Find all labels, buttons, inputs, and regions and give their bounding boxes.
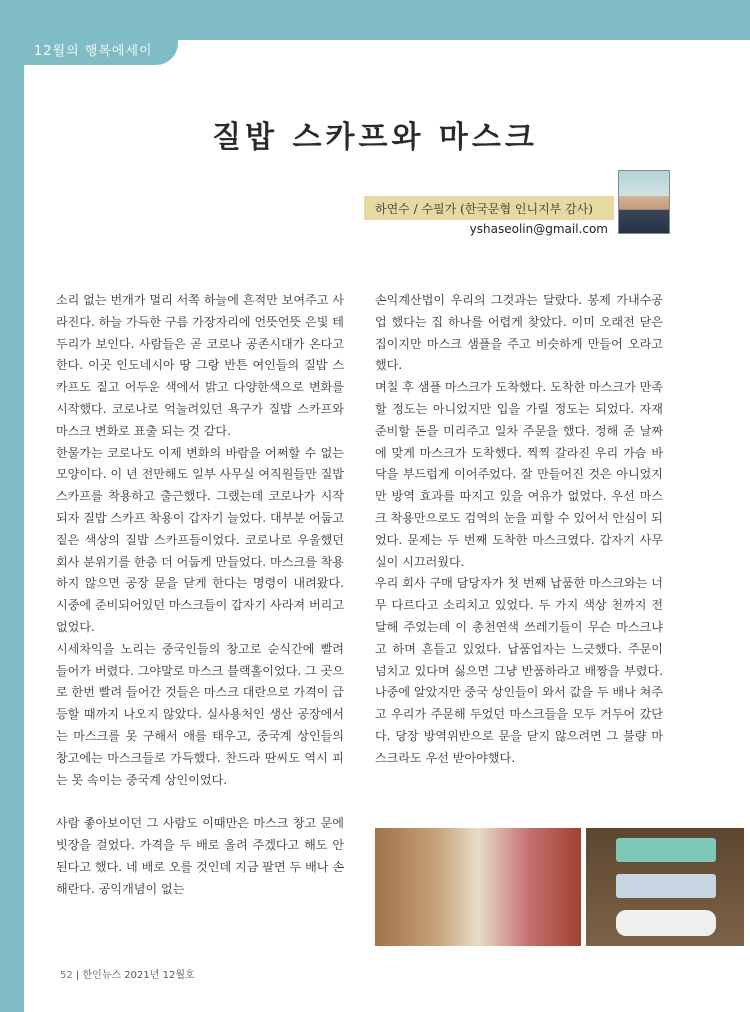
top-band bbox=[0, 0, 750, 40]
left-column bbox=[56, 290, 344, 901]
paragraph: 한물가는 코로나도 이제 변화의 바람을 어쩌할 수 없는 모양이다. 이 년 전만해도 일부 사무실 여직원들만 질밥 스카프를 착용하고 출근했다. 그랬는데 코로나가 시작되자 질밥 스카프 착용이 갑자기 늘었다. 대부분 어둡고 짙은 색상의 질밥 스카프들이었다. 코로나로 우울했던 회사 분위기를 한층 더 어둡게 만들었다. 마스크를 착용하지 않으면 공장 문을 닫게 한다는 명령이 내려왔다. 시중에 준비되어있던 마스크들이 갑자기 사라져 버리고 없었다. bbox=[56, 445, 344, 634]
photo-masks bbox=[586, 828, 744, 946]
paragraph: 소리 없는 번개가 멀리 서쪽 하늘에 흔적만 보여주고 사라진다. 하늘 가득한 구름 가장자리에 언뜻언뜻 은빛 테두리가 보인다. 사람들은 곧 코로나 공존시대가 온다고 한다. 이곳 인도네시아 땅 그랑 반튼 여인들의 질밥 스카프도 짙고 어두운 색에서 밝고 다양한색으로 변화를 시작했다. 코로나로 억눌려있던 욕구가 질밥 스카프와 마스크 변화로 표출 되는 것 같다. bbox=[56, 293, 344, 438]
article-title: 질밥 스카프와 마스크 bbox=[212, 120, 538, 155]
footer-divider: | bbox=[75, 970, 83, 981]
paragraph: 사람 좋아보이던 그 사람도 이때만은 마스크 창고 문에 빗장을 걸었다. 가격을 두 배로 올려 주겠다고 해도 안 된다고 했다. 네 배로 오를 것인데 지금 팔면 두 배나 손해란다. 공익개념이 없는 bbox=[56, 816, 344, 896]
photo-women-with-masks bbox=[375, 828, 581, 946]
page-number: 52 bbox=[60, 970, 73, 981]
paragraph: 손익계산법이 우리의 그것과는 달랐다. 봉제 가내수공업 했다는 집 하나를 어렵게 찾았다. 이미 오래전 닫은 집이지만 마스크 샘플을 주고 비슷하게 만들어 오라고 했다. bbox=[375, 293, 663, 373]
white-mask bbox=[616, 910, 716, 936]
paragraph: 며칠 후 샘플 마스크가 도착했다. 도착한 마스크가 만족할 정도는 아니었지만 입을 가릴 정도는 되었다. 자재 준비할 돈을 미리주고 일차 주문을 했다. 정해 준 날짜에 맞게 마스크가 도착했다. 찍찍 갈라진 우리 가슴 바닥을 부드럽게 이어주었다. 잘 만들어진 것은 아니었지만 방역 효과를 따지고 있을 여유가 없었다. 우선 마스크 착용만으로도 검역의 눈을 피할 수 있어서 안심이 되었다. 문제는 두 번째 도착한 마스크였다. 갑자기 사무실이 시끄러웠다. bbox=[375, 380, 663, 569]
paragraph: 우리 회사 구매 담당자가 첫 번째 납품한 마스크와는 너무 다르다고 소리치고 있었다. 두 가지 색상 천까지 전달해 주었는데 이 총천연색 쓰레기들이 무슨 마스크냐고 하며 흔들고 있었다. 납품업자는 느긋했다. 주문이 넘치고 있다며 싫으면 그냥 반품하라고 배짱을 부렸다. 나중에 알았지만 중국 상인들이 와서 값을 두 배나 쳐주고 우리가 주문해 두었던 마스크들을 모두 거두어 갔단다. 당장 방역위반으로 문을 닫지 않으려면 그 불량 마스크라도 우선 받아야했다. bbox=[375, 576, 663, 765]
green-mask bbox=[616, 838, 716, 862]
author-byline: 하연수 / 수필가 (한국문협 인니지부 감사) bbox=[375, 202, 593, 216]
magazine-name: 한인뉴스 2021년 12월호 bbox=[82, 970, 195, 981]
author-email[interactable]: yshaseolin@gmail.com bbox=[469, 222, 608, 236]
blue-mask bbox=[616, 874, 716, 898]
page-footer bbox=[60, 966, 195, 981]
section-label: 12월의 행복에세이 bbox=[24, 38, 178, 65]
paragraph: 시세차익을 노리는 중국인들의 창고로 순식간에 빨려 들어가 버렸다. 그야말로 마스크 블랙홀이었다. 그 곳으로 한번 빨려 들어간 것들은 마스크 대란으로 가격이 급등할 때까지 나오지 않았다. 실사용처인 생산 공장에서는 마스크를 못 구해서 애를 태우고, 중국계 상인들의 창고에는 마스크들로 가득했다. 찬드라 딴씨도 역시 피는 못 속이는 중국계 상인이었다. bbox=[56, 641, 344, 787]
author-photo bbox=[618, 170, 670, 234]
right-column bbox=[375, 290, 663, 770]
